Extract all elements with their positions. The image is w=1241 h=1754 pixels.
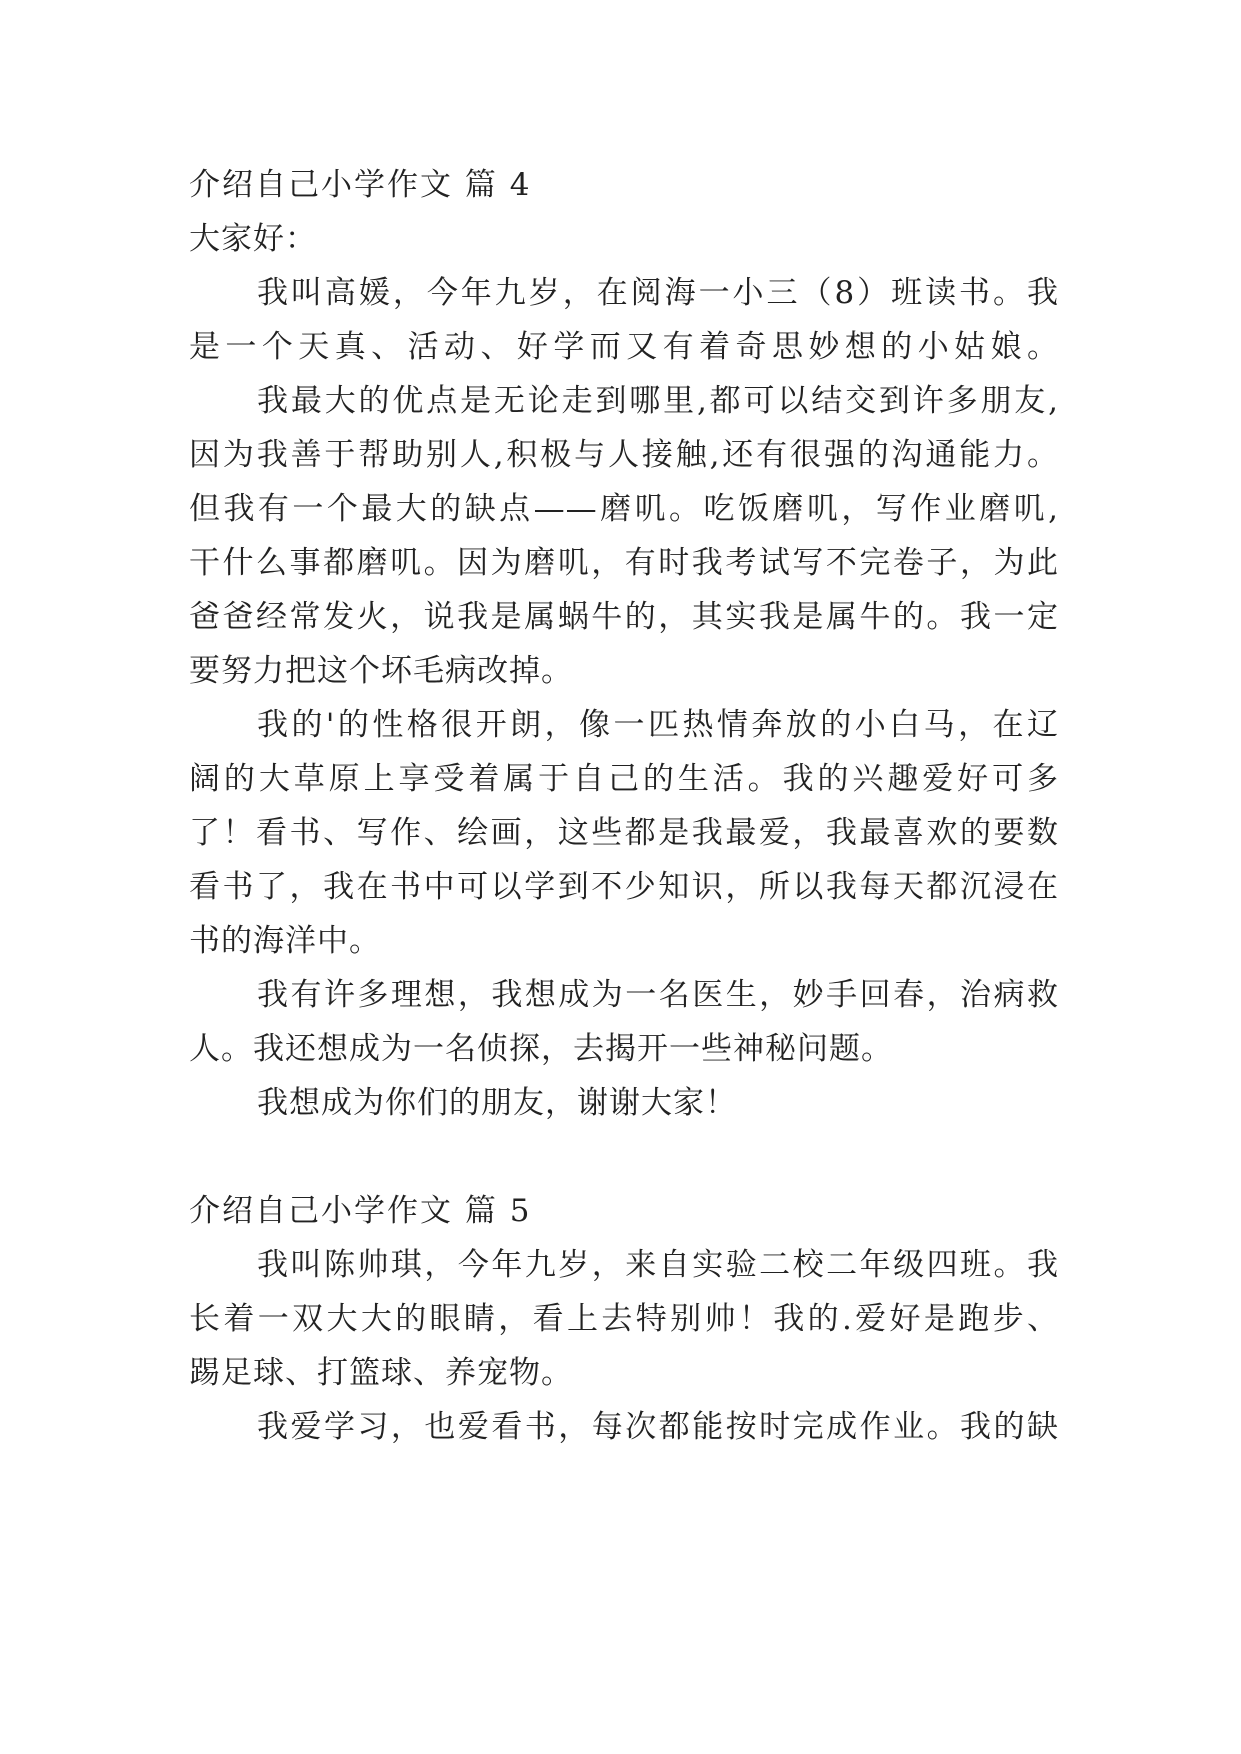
article-4-title: 介绍自己小学作文 篇 4 — [189, 167, 532, 203]
article-4-line-2: 是一个天真、活动、好学而又有着奇思妙想的小姑娘。 — [189, 329, 1059, 365]
article-4-line-9: 我的'的性格很开朗，像一匹热情奔放的小白马，在辽 — [257, 707, 1059, 743]
article-4-line-4: 因为我善于帮助别人,积极与人接触,还有很强的沟通能力。 — [189, 437, 1059, 473]
article-4-line-7: 爸爸经常发火，说我是属蜗牛的，其实我是属牛的。我一定 — [189, 599, 1059, 635]
article-4-line-16: 我想成为你们的朋友，谢谢大家！ — [257, 1085, 737, 1121]
article-5-line-1: 我叫陈帅琪，今年九岁，来自实验二校二年级四班。我 — [257, 1247, 1059, 1283]
article-4-line-3: 我最大的优点是无论走到哪里,都可以结交到许多朋友, — [257, 383, 1059, 419]
article-5-line-2: 长着一双大大的眼睛，看上去特别帅！我的.爱好是跑步、 — [189, 1301, 1059, 1337]
article-5-title: 介绍自己小学作文 篇 5 — [189, 1193, 532, 1229]
article-4-greeting: 大家好： — [189, 221, 317, 257]
article-5-line-3: 踢足球、打篮球、养宠物。 — [189, 1355, 573, 1391]
article-4-line-13: 书的海洋中。 — [189, 923, 381, 959]
article-4-line-11: 了！看书、写作、绘画，这些都是我最爱，我最喜欢的要数 — [189, 815, 1059, 851]
article-4-line-1: 我叫高媛，今年九岁，在阅海一小三（8）班读书。我 — [257, 275, 1059, 311]
section-spacer — [189, 1130, 1059, 1184]
article-4-line-12: 看书了，我在书中可以学到不少知识，所以我每天都沉浸在 — [189, 869, 1059, 905]
article-4-line-6: 干什么事都磨叽。因为磨叽，有时我考试写不完卷子，为此 — [189, 545, 1059, 581]
article-5-line-4: 我爱学习，也爱看书，每次都能按时完成作业。我的缺 — [257, 1409, 1059, 1445]
article-4-line-15: 人。我还想成为一名侦探，去揭开一些神秘问题。 — [189, 1031, 893, 1067]
document-content — [189, 158, 1059, 1454]
article-4-line-10: 阔的大草原上享受着属于自己的生活。我的兴趣爱好可多 — [189, 761, 1059, 797]
article-4-line-5: 但我有一个最大的缺点——磨叽。吃饭磨叽，写作业磨叽, — [189, 491, 1059, 527]
article-4-line-14: 我有许多理想，我想成为一名医生，妙手回春，治病救 — [257, 977, 1059, 1013]
article-4-line-8: 要努力把这个坏毛病改掉。 — [189, 653, 573, 689]
